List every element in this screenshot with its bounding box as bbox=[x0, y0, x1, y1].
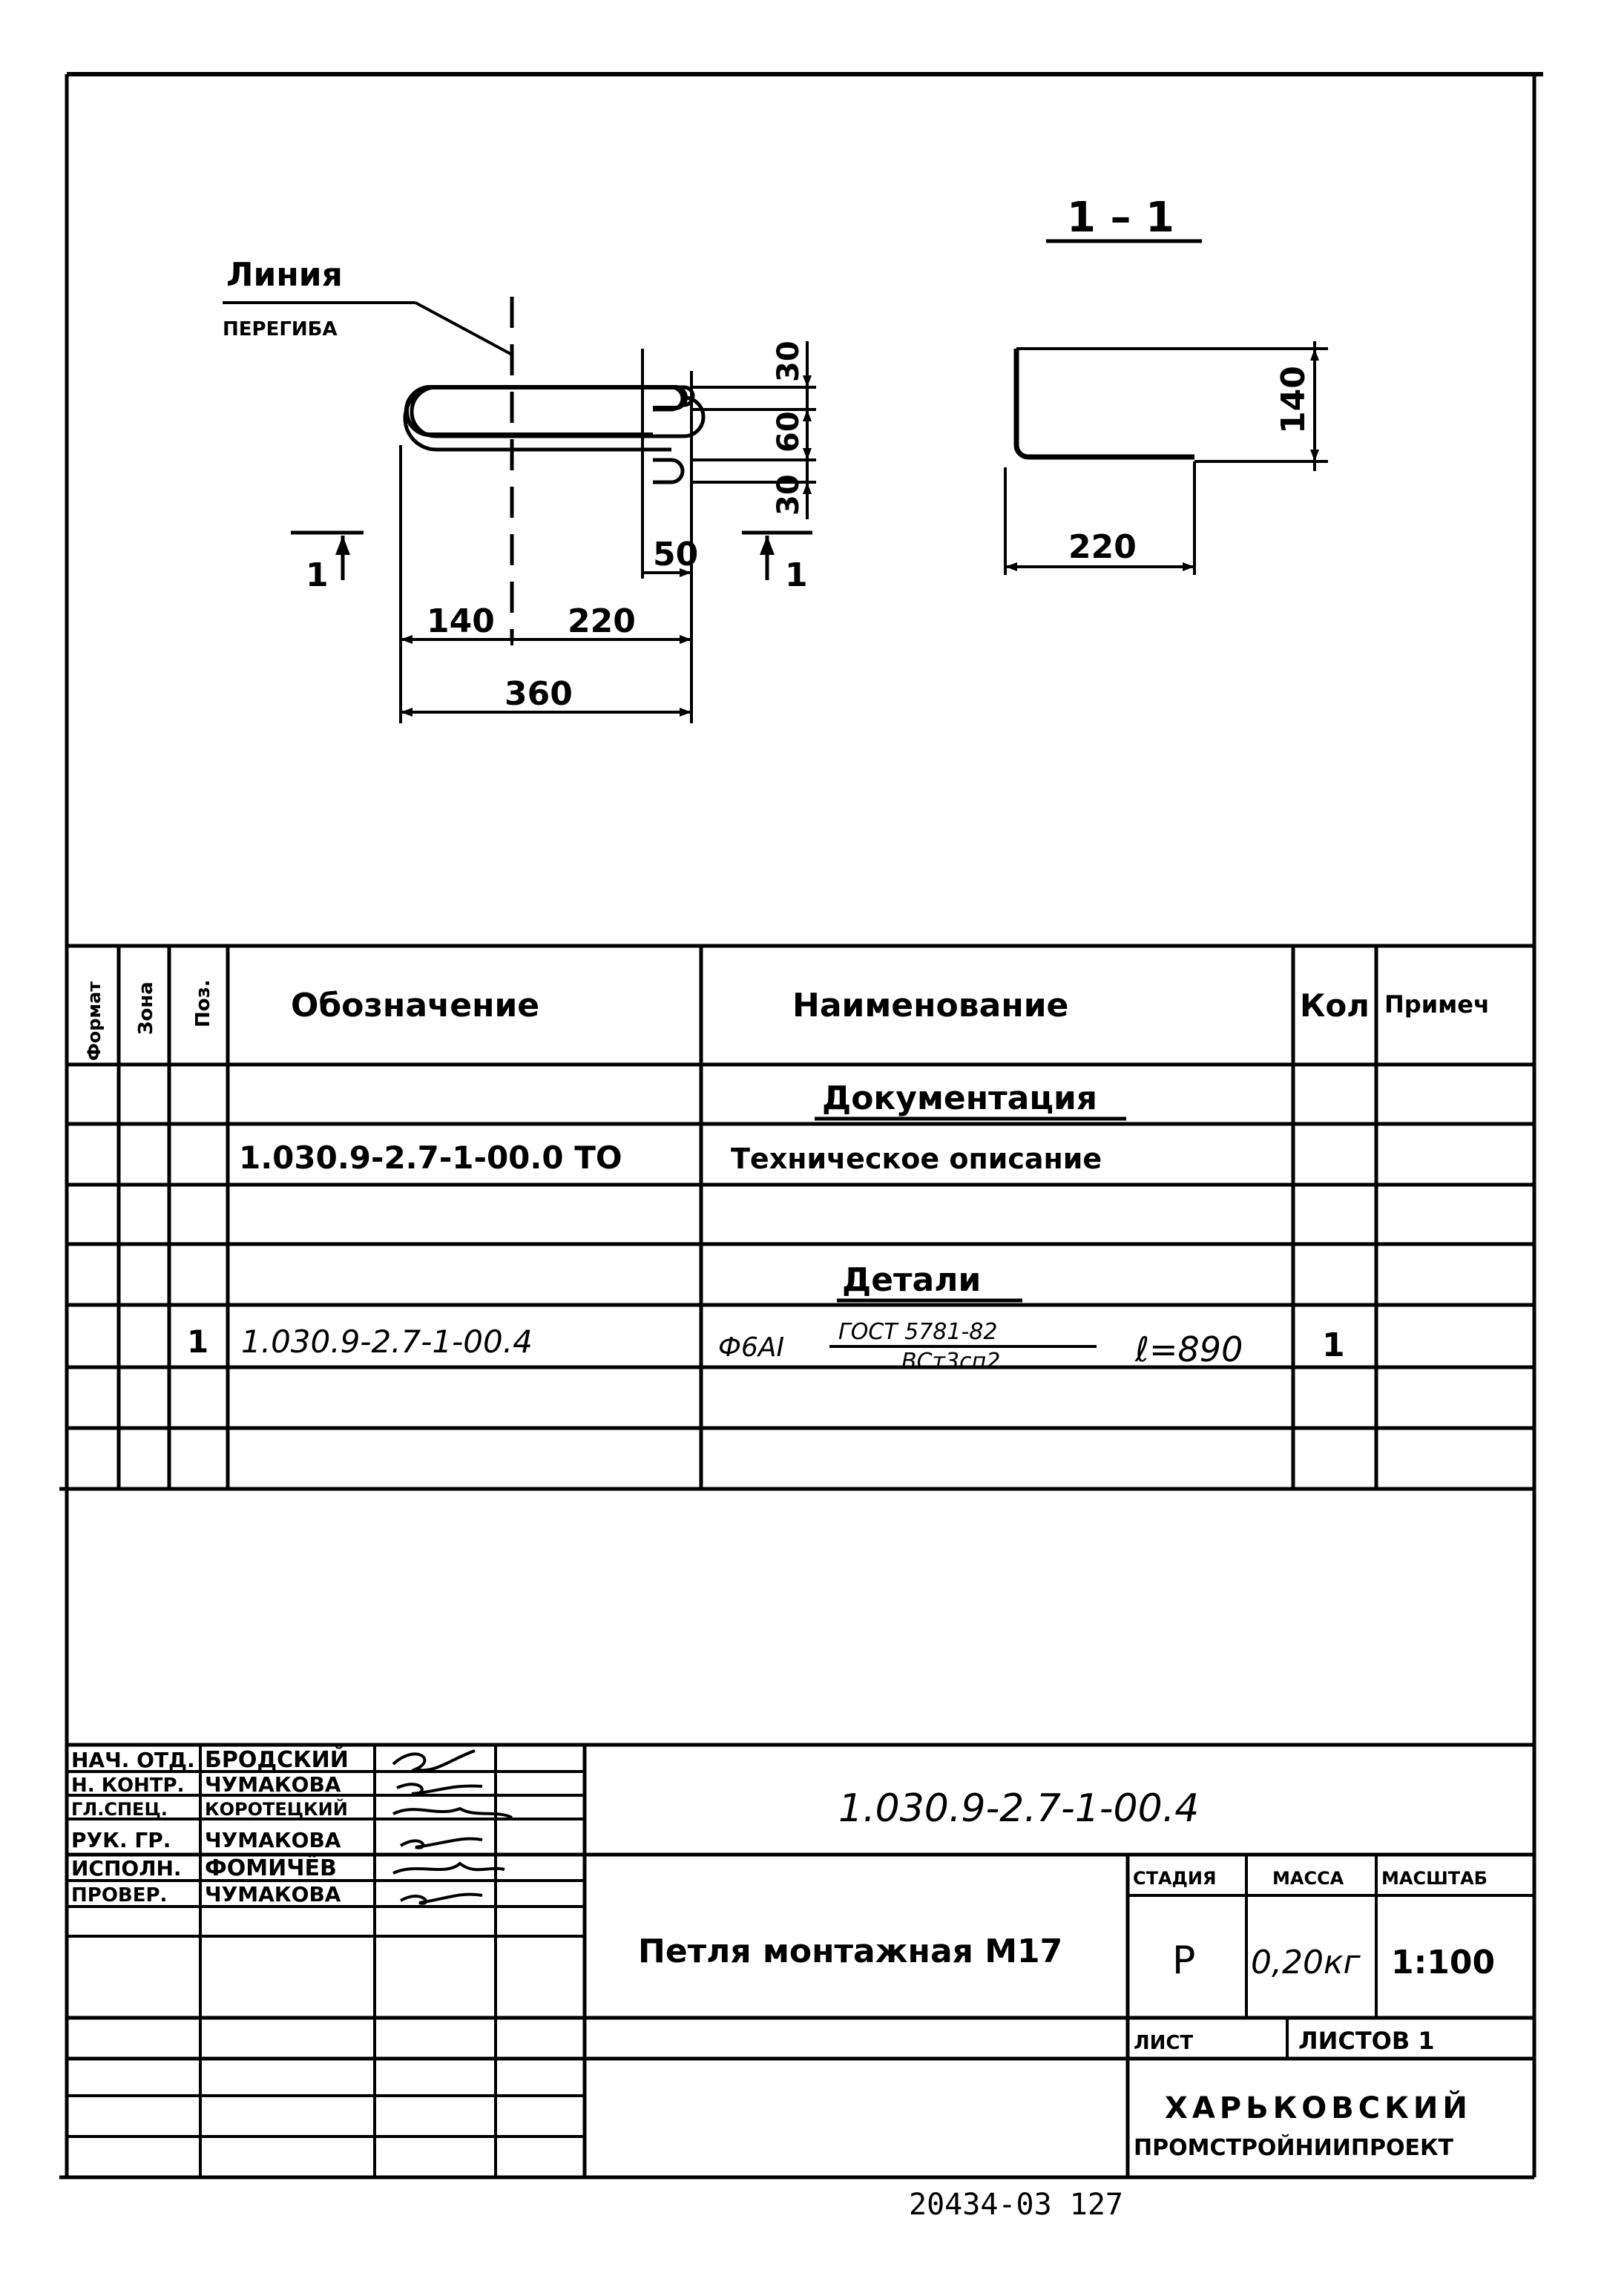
staff-name-3: Коротецкий bbox=[205, 1799, 348, 1820]
header-qty: Кол bbox=[1300, 987, 1370, 1024]
org-line-2: Промстройниипроект bbox=[1134, 2135, 1453, 2161]
staff-name-1: Бродский bbox=[205, 1747, 349, 1773]
designation-cell: 1.030.9-2.7-1-00.4 bbox=[241, 1323, 533, 1360]
dim-140-section: 140 bbox=[1275, 366, 1312, 434]
document-code: 1.030.9-2.7-1-00.4 bbox=[838, 1786, 1200, 1831]
dim-50-plan: 50 bbox=[653, 536, 699, 573]
product-name: Петля монтажная М17 bbox=[638, 1932, 1063, 1970]
bend-line-label: Линия bbox=[226, 256, 343, 294]
loop-outline bbox=[407, 387, 653, 435]
table-row bbox=[815, 1079, 1126, 1119]
table-row bbox=[239, 1139, 1102, 1176]
staff-name-4: Чумакова bbox=[205, 1828, 341, 1852]
header-zone: Зона bbox=[135, 981, 157, 1035]
dim-30-bottom: 30 bbox=[772, 474, 806, 516]
dim-360-plan: 360 bbox=[504, 675, 573, 713]
sheets-label: Листов 1 bbox=[1298, 2027, 1435, 2055]
header-name: Наименование bbox=[792, 987, 1069, 1024]
dim-140-plan: 140 bbox=[427, 602, 495, 640]
table-row bbox=[837, 1261, 1022, 1300]
name-cell: Техническое описание bbox=[731, 1142, 1102, 1175]
cut-mark-left-arrow bbox=[335, 536, 350, 555]
dim-30-top: 30 bbox=[772, 341, 806, 382]
dim-220-section: 220 bbox=[1068, 528, 1137, 566]
staff-role-6: Провер. bbox=[71, 1884, 168, 1907]
cut-mark-right-label: 1 bbox=[785, 556, 808, 594]
qty-cell: 1 bbox=[1322, 1326, 1345, 1364]
pos-cell: 1 bbox=[187, 1323, 209, 1360]
staff-role-5: Исполн. bbox=[71, 1856, 182, 1881]
sheet-label: Лист bbox=[1134, 2032, 1194, 2054]
cut-mark-left-label: 1 bbox=[306, 556, 329, 594]
staff-name-2: Чумакова bbox=[205, 1772, 341, 1797]
stage-value: Р bbox=[1172, 1938, 1196, 1983]
bend-leader bbox=[415, 303, 512, 355]
bar-length: ℓ=890 bbox=[1135, 1329, 1243, 1369]
bar-spec-prefix: Ф6АI bbox=[718, 1332, 785, 1363]
loop-prongs bbox=[430, 387, 686, 435]
bar-spec-standard: ГОСТ 5781-82 bbox=[838, 1319, 998, 1345]
staff-role-3: Гл.спец. bbox=[71, 1799, 168, 1820]
staff-role-2: Н. контр. bbox=[71, 1774, 185, 1797]
section-heading-details: Детали bbox=[842, 1261, 982, 1299]
mass-label: Масса bbox=[1272, 1868, 1344, 1889]
header-designation: Обозначение bbox=[291, 987, 540, 1024]
bend-line-sublabel: перегиба bbox=[223, 318, 338, 341]
staff-name-6: Чумакова bbox=[205, 1882, 341, 1907]
dim-60: 60 bbox=[772, 411, 806, 453]
mass-value: 0,20кг bbox=[1251, 1944, 1361, 1981]
org-line-1: Харьковский bbox=[1165, 2091, 1472, 2125]
plan-dimension-arrows bbox=[401, 375, 812, 717]
scale-label: Масштаб bbox=[1381, 1868, 1488, 1889]
stage-label: Стадия bbox=[1133, 1868, 1217, 1889]
scale-value: 1:100 bbox=[1391, 1944, 1496, 1981]
header-pos: Поз. bbox=[192, 979, 214, 1027]
dim-220-plan: 220 bbox=[568, 602, 636, 640]
bar-spec-steel: ВСт3сп2 bbox=[901, 1349, 1001, 1375]
section-heading-documentation: Документация bbox=[822, 1079, 1098, 1117]
spec-table-grid bbox=[59, 946, 1534, 1489]
staff-role-1: Нач. отд. bbox=[71, 1748, 195, 1772]
header-note: Примеч bbox=[1384, 990, 1490, 1019]
staff-name-5: Фомичёв bbox=[205, 1855, 337, 1881]
designation-cell: 1.030.9-2.7-1-00.0 ТО bbox=[239, 1139, 622, 1176]
header-format: Формат bbox=[84, 981, 105, 1061]
cut-mark-right-arrow bbox=[760, 536, 775, 555]
section-title: 1 – 1 bbox=[1067, 194, 1174, 242]
section-profile bbox=[1016, 349, 1194, 457]
staff-role-4: Рук. гр. bbox=[71, 1828, 171, 1852]
footer-archive-code: 20434-03 127 bbox=[909, 2188, 1123, 2222]
